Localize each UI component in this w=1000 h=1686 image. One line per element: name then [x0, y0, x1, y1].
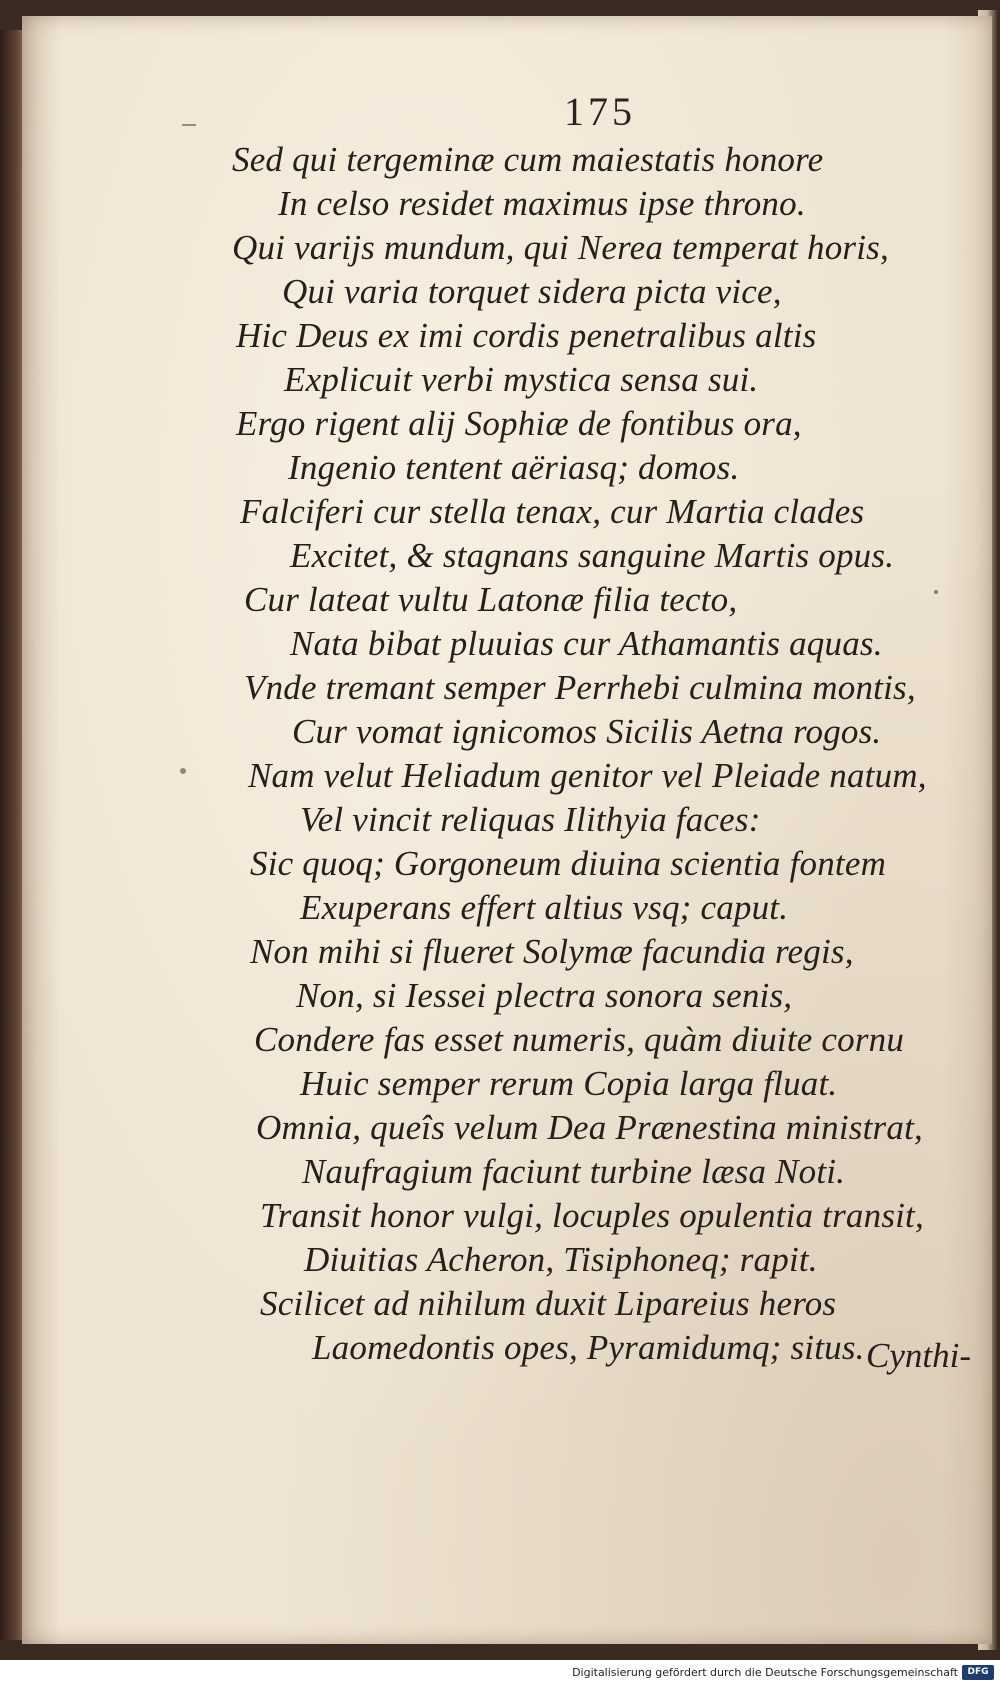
- verse-line: Cur vomat ignicomos Sicilis Aetna rogos.: [292, 712, 882, 751]
- verse-line: Huic semper rerum Copia larga fluat.: [300, 1064, 838, 1103]
- footer-bar: [0, 1662, 1000, 1686]
- verse-line: Hic Deus ex imi cordis penetralibus altis: [236, 316, 817, 355]
- verse-line: Explicuit verbi mystica sensa sui.: [284, 360, 759, 399]
- verse-line: Laomedontis opes, Pyramidumq; situs.: [312, 1328, 865, 1367]
- verse-line: Sic quoq; Gorgoneum diuina scientia fontem: [250, 844, 887, 883]
- verse-line: Exuperans effert altius vsq; caput.: [300, 888, 789, 927]
- verse-line: Naufragium faciunt turbine læsa Noti.: [302, 1152, 846, 1191]
- verse-line: Vel vincit reliquas Ilithyia faces:: [300, 800, 761, 839]
- verse-line: Non mihi si flueret Solymæ facundia regis,: [250, 932, 854, 971]
- funding-credit: Digitalisierung gefördert durch die Deutsche Forschungsgemeinschaft: [572, 1666, 958, 1679]
- dfg-logo-icon: DFG: [962, 1665, 994, 1680]
- verse-line: Qui varijs mundum, qui Nerea temperat horis,: [232, 228, 889, 267]
- verse-line: Scilicet ad nihilum duxit Lipareius heros: [260, 1284, 837, 1323]
- ink-speck: [180, 768, 186, 774]
- verse-line: Nata bibat pluuias cur Athamantis aquas.: [290, 624, 883, 663]
- verse-line: Condere fas esset numeris, quàm diuite cornu: [254, 1020, 905, 1059]
- catchword: Cynthi-: [866, 1336, 971, 1375]
- verse-line: Nam velut Heliadum genitor vel Pleiade natum,: [248, 756, 927, 795]
- verse-line: Ergo rigent alij Sophiæ de fontibus ora,: [236, 404, 802, 443]
- verse-line: Omnia, queîs velum Dea Prænestina ministrat,: [256, 1108, 923, 1147]
- page-number: 175: [564, 89, 636, 134]
- verse-line: Vnde tremant semper Perrhebi culmina montis,: [244, 668, 916, 707]
- verse-line: Excitet, & stagnans sanguine Martis opus.: [290, 536, 895, 575]
- verse-line: Non, si Iessei plectra sonora senis,: [296, 976, 793, 1015]
- margin-mark: [182, 124, 196, 126]
- verse-line: Falciferi cur stella tenax, cur Martia clades: [240, 492, 865, 531]
- ink-speck: [934, 590, 938, 594]
- book-spine: [0, 30, 22, 1640]
- verse-line: Qui varia torquet sidera picta vice,: [282, 272, 782, 311]
- verse-line: Ingenio tentent aëriasq; domos.: [288, 448, 740, 487]
- verse-line: Diuitias Acheron, Tisiphoneq; rapit.: [304, 1240, 818, 1279]
- verse-line: In celso residet maximus ipse throno.: [278, 184, 806, 223]
- verse-line: Cur lateat vultu Latonæ filia tecto,: [244, 580, 738, 619]
- verse-line: Sed qui tergeminæ cum maiestatis honore: [232, 140, 824, 179]
- verse-line: Transit honor vulgi, locuples opulentia transit,: [260, 1196, 924, 1235]
